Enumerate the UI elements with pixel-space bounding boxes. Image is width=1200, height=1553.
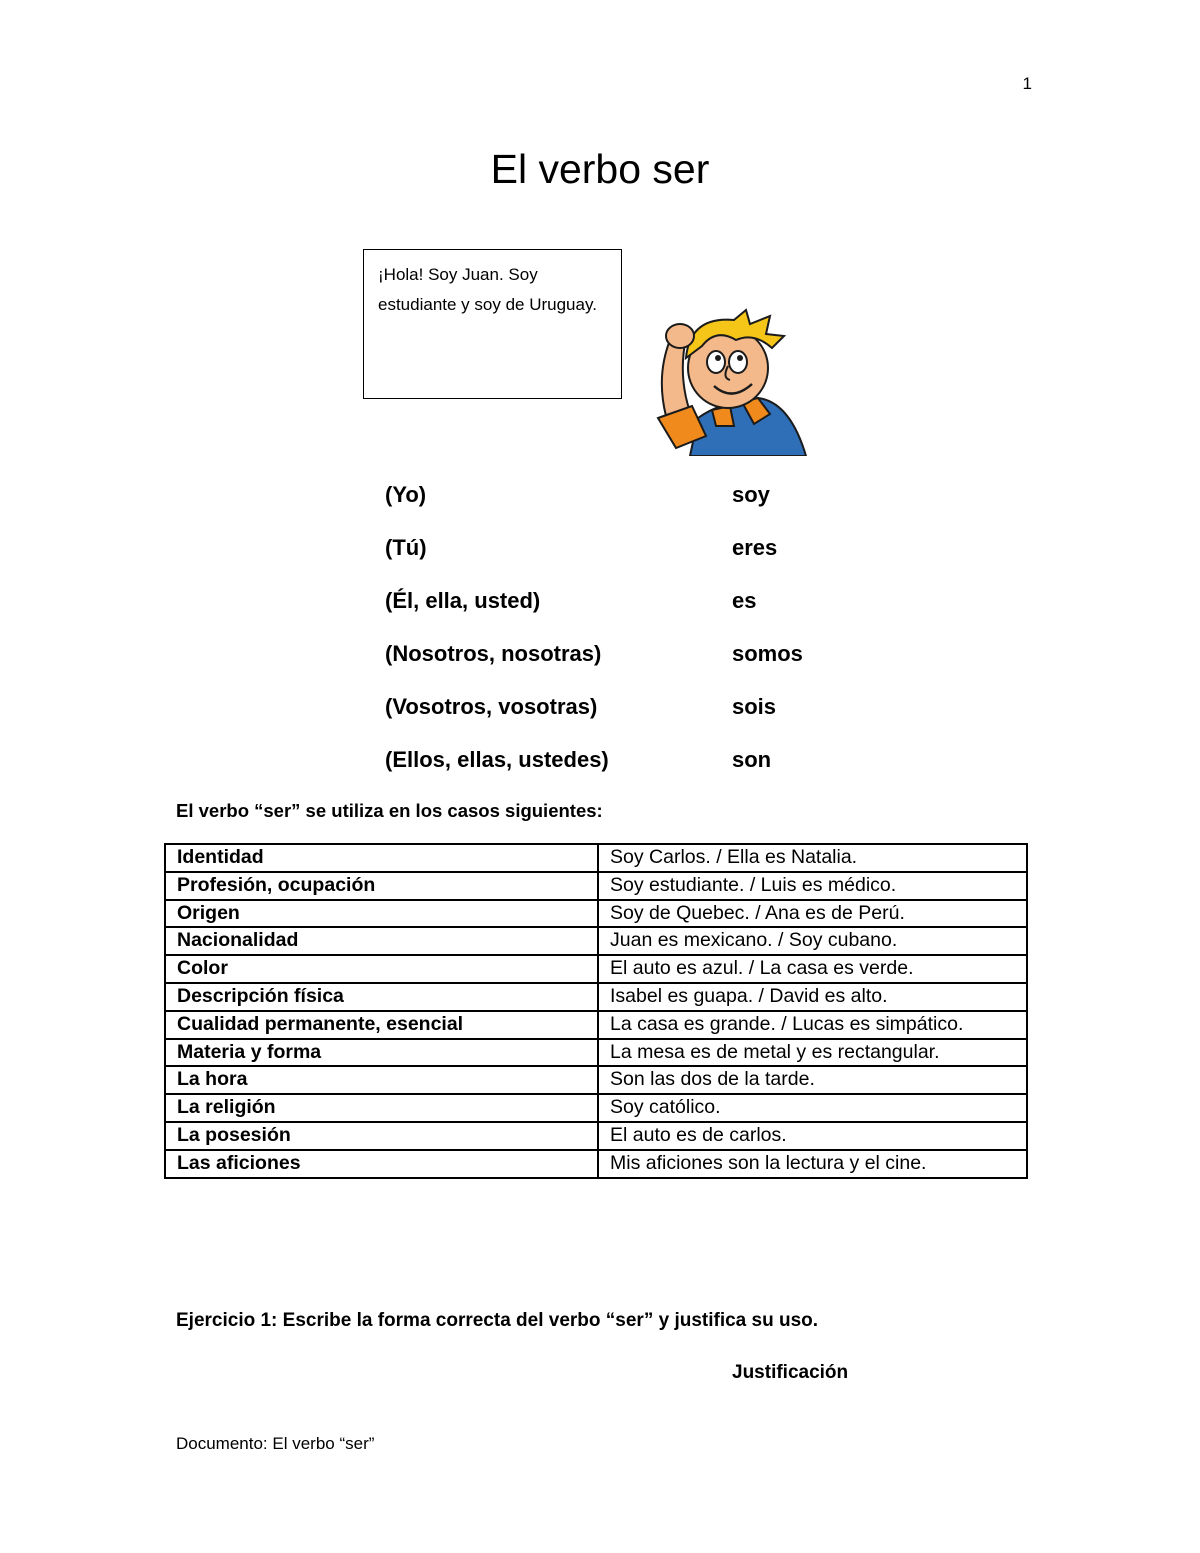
table-row [165, 1011, 1027, 1039]
conjugation-pronoun: (Yo) [385, 482, 427, 507]
conjugation-pronoun: (Nosotros, nosotras) [385, 641, 602, 666]
table-row [165, 1039, 1027, 1067]
use-example: Juan es mexicano. / Soy cubano. [598, 927, 1027, 955]
use-case: Nacionalidad [165, 927, 598, 955]
exercise-title: Ejercicio 1: Escribe la forma correcta del verbo “ser” y justifica su uso. [176, 1310, 819, 1331]
conjugation-form: eres [732, 535, 778, 560]
conjugation-form: son [732, 747, 772, 772]
use-example: Soy estudiante. / Luis es médico. [598, 872, 1027, 900]
use-case: La religión [165, 1094, 598, 1122]
use-case: La hora [165, 1066, 598, 1094]
conjugation-row [385, 588, 885, 618]
use-example: El auto es de carlos. [598, 1122, 1027, 1150]
table-row [165, 844, 1027, 872]
conjugation-form: somos [732, 641, 803, 666]
page-title: El verbo ser [490, 146, 710, 192]
conjugation-row [385, 694, 885, 724]
document-footer: Documento: El verbo “ser” [176, 1434, 375, 1453]
conjugation-pronoun: (Ellos, ellas, ustedes) [385, 747, 609, 772]
use-case: Las aficiones [165, 1150, 598, 1178]
conjugation-form: soy [732, 482, 770, 507]
use-case: Identidad [165, 844, 598, 872]
table-row [165, 927, 1027, 955]
page-number: 1 [1022, 74, 1032, 93]
use-example: La mesa es de metal y es rectangular. [598, 1039, 1027, 1067]
use-example: Isabel es guapa. / David es alto. [598, 983, 1027, 1011]
use-case: Profesión, ocupación [165, 872, 598, 900]
use-example: La casa es grande. / Lucas es simpático. [598, 1011, 1027, 1039]
table-row [165, 1066, 1027, 1094]
use-case: Cualidad permanente, esencial [165, 1011, 598, 1039]
speech-box [363, 249, 622, 399]
use-example: El auto es azul. / La casa es verde. [598, 955, 1027, 983]
use-example: Son las dos de la tarde. [598, 1066, 1027, 1094]
conjugation-pronoun: (Él, ella, usted) [385, 588, 541, 613]
table-row [165, 900, 1027, 928]
justification-label: Justificación [732, 1362, 849, 1383]
use-case: Color [165, 955, 598, 983]
table-row [165, 955, 1027, 983]
use-case: La posesión [165, 1122, 598, 1150]
conjugation-row [385, 747, 885, 777]
conjugation-form: es [732, 588, 757, 613]
use-example: Mis aficiones son la lectura y el cine. [598, 1150, 1027, 1178]
use-case: Origen [165, 900, 598, 928]
table-row [165, 983, 1027, 1011]
conjugation-row [385, 641, 885, 671]
use-case: Materia y forma [165, 1039, 598, 1067]
table-row [165, 1094, 1027, 1122]
use-example: Soy de Quebec. / Ana es de Perú. [598, 900, 1027, 928]
conjugation-pronoun: (Vosotros, vosotras) [385, 694, 598, 719]
conjugation-pronoun: (Tú) [385, 535, 427, 560]
table-row [165, 1150, 1027, 1178]
speech-box-text: ¡Hola! Soy Juan. Soy estudiante y soy de Uruguay. [378, 265, 597, 314]
conjugation-row [385, 482, 885, 512]
use-example: Soy Carlos. / Ella es Natalia. [598, 844, 1027, 872]
table-row [165, 872, 1027, 900]
use-example: Soy católico. [598, 1094, 1027, 1122]
boy-scratching-head-icon [650, 306, 810, 456]
uses-table [164, 843, 1028, 1179]
conjugation-form: sois [732, 694, 777, 719]
conjugation-row [385, 535, 885, 565]
use-case: Descripción física [165, 983, 598, 1011]
uses-intro: El verbo “ser” se utiliza en los casos siguientes: [176, 800, 603, 821]
table-row [165, 1122, 1027, 1150]
